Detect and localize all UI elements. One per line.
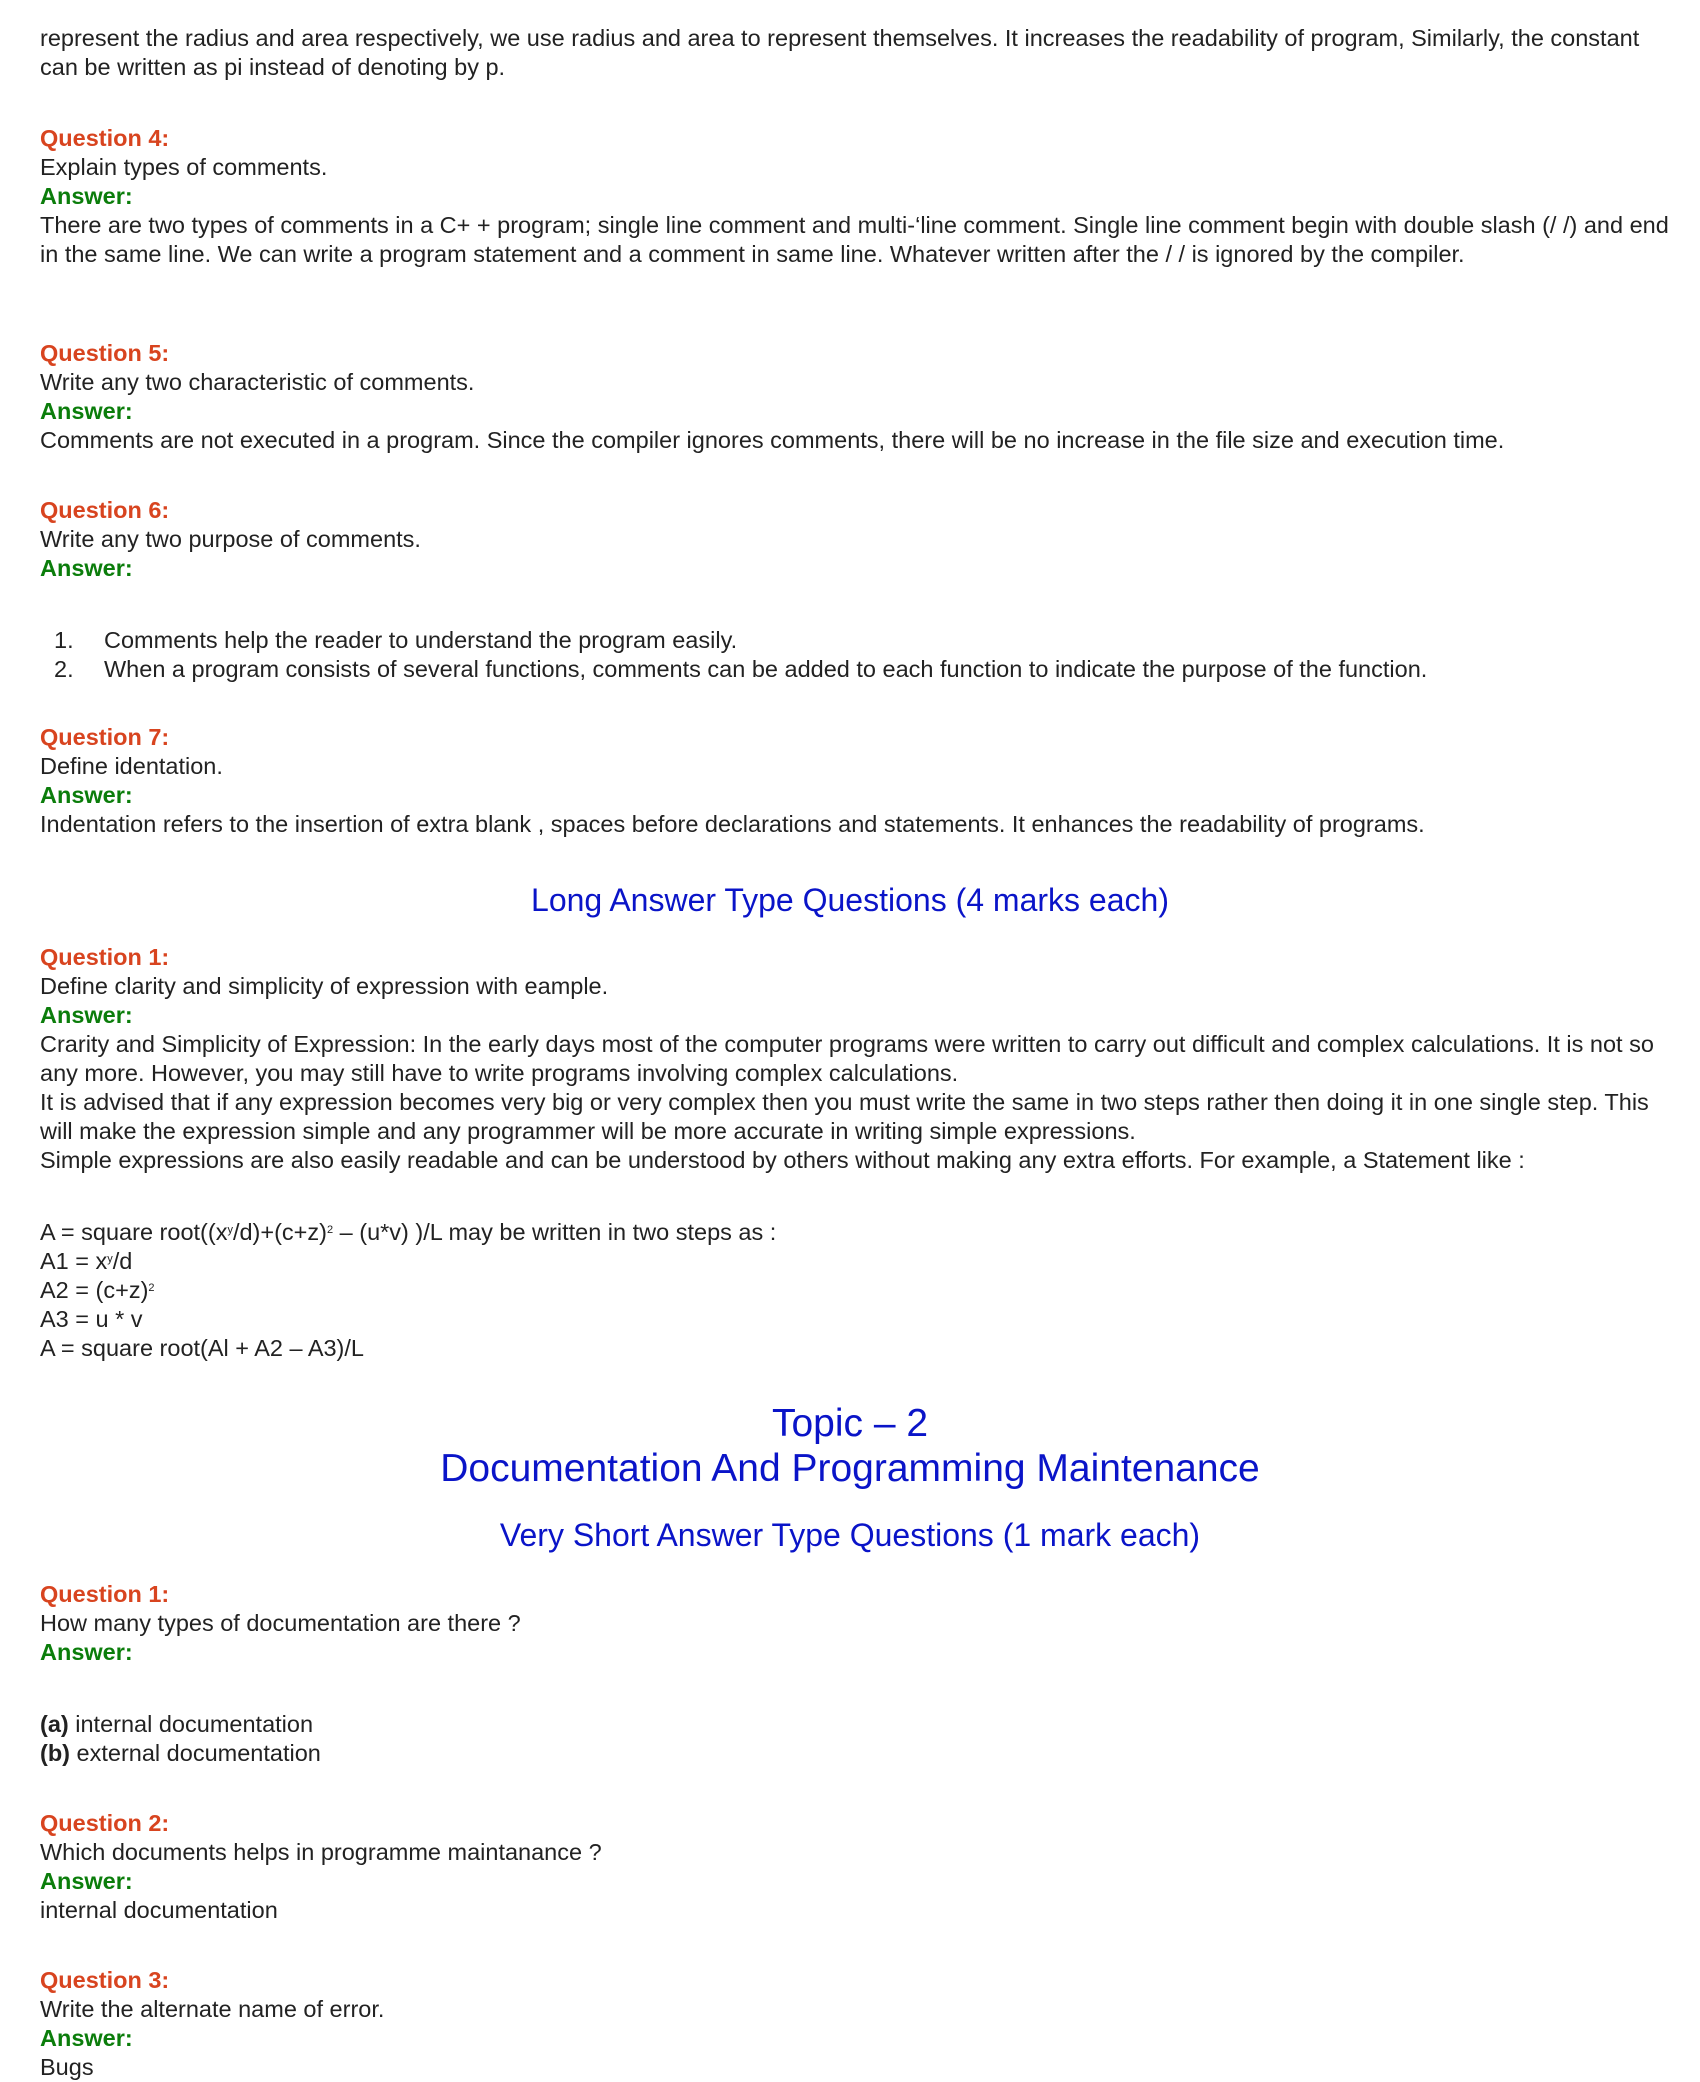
question-block (40, 1809, 1670, 1925)
formula-part: A2 = (c+z) (40, 1277, 149, 1303)
section-heading-long-answer: Long Answer Type Questions (4 marks each) (531, 882, 1169, 918)
answer-label: Answer: (40, 555, 133, 581)
question-label: Question 2: (40, 1810, 170, 1836)
answer-text: Bugs (40, 2054, 94, 2080)
answer-label: Answer: (40, 1002, 133, 1028)
superscript: 2 (148, 1282, 155, 1294)
answer-label: Answer: (40, 1868, 133, 1894)
question-block (40, 943, 1670, 1175)
question-block (40, 1966, 1670, 2082)
item-text: external documentation (70, 1740, 321, 1766)
item-marker: (a) (40, 1711, 69, 1737)
item-marker: (b) (40, 1740, 71, 1766)
answer-paragraph: It is advised that if any expression becomes very big or very complex then you must write the same in two steps rather then doing it in one single step. This will make the expression simple and any programmer will be more accurate in writing simple expressions. (40, 1089, 1649, 1144)
list-item (40, 655, 1670, 684)
formula-line (40, 1218, 1670, 1247)
superscript: y (107, 1253, 113, 1265)
question-label: Question 4: (40, 125, 170, 151)
formula-part: /d (112, 1248, 133, 1274)
superscript: y (227, 1224, 233, 1236)
formula-part: – (u*v) )/L may be written in two steps as : (333, 1219, 777, 1245)
question-text: How many types of documentation are there ? (40, 1610, 521, 1636)
answer-list (40, 626, 1670, 684)
answer-text: internal documentation (40, 1897, 278, 1923)
question-text: Define clarity and simplicity of expression with eample. (40, 973, 609, 999)
formula-line: A = square root(Al + A2 – A3)/L (40, 1335, 364, 1361)
formula-part: A1 = x (40, 1248, 108, 1274)
question-label: Question 1: (40, 944, 170, 970)
question-block (40, 124, 1670, 269)
question-label: Question 5: (40, 340, 170, 366)
question-block (40, 496, 1670, 583)
formula-part: /d)+(c+z) (232, 1219, 327, 1245)
question-text: Write any two characteristic of comments. (40, 369, 475, 395)
question-block (40, 339, 1670, 455)
question-label: Question 1: (40, 1581, 170, 1607)
topic-title: Topic – 2 (771, 1402, 929, 1445)
question-text: Explain types of comments. (40, 154, 328, 180)
formula-block (40, 1218, 1670, 1363)
answer-text: Indentation refers to the insertion of extra blank , spaces before declarations and statements. It enhances the readability of programs. (40, 811, 1425, 837)
question-text: Which documents helps in programme maintanance ? (40, 1839, 602, 1865)
formula-part: A = square root((x (40, 1219, 228, 1245)
formula-line: A3 = u * v (40, 1306, 143, 1332)
question-label: Question 3: (40, 1967, 170, 1993)
formula-line (40, 1276, 1670, 1305)
superscript: 2 (326, 1224, 334, 1236)
answer-label: Answer: (40, 782, 133, 808)
answer-label: Answer: (40, 2025, 133, 2051)
question-block (40, 1580, 1670, 1667)
formula-line (40, 1247, 1670, 1276)
answer-items (40, 1710, 1670, 1768)
answer-label: Answer: (40, 398, 133, 424)
question-text: Write the alternate name of error. (40, 1996, 385, 2022)
answer-item (40, 1739, 1670, 1768)
intro-paragraph: represent the radius and area respectively, we use radius and area to represent themselves. It increases the readability of program, Similarly, the constant can be written as pi instead of denoting by p. (40, 25, 1640, 80)
question-text: Define identation. (40, 753, 223, 779)
list-number: 2. (54, 656, 74, 682)
list-text: Comments help the reader to understand the program easily. (104, 627, 738, 653)
question-label: Question 7: (40, 724, 170, 750)
list-text: When a program consists of several functions, comments can be added to each function to indicate the purpose of the function. (104, 656, 1428, 682)
question-label: Question 6: (40, 497, 170, 523)
topic-subtitle: Documentation And Programming Maintenance (440, 1447, 1260, 1490)
list-number: 1. (54, 627, 74, 653)
answer-text: There are two types of comments in a C+ + program; single line comment and multi-‘line comment. Single line comment begin with double slash (/ /) and end in the same line. We can write a program statement and a comment in same line. Whatever written after the / / is ignored by the compiler. (40, 212, 1669, 267)
answer-paragraph: Simple expressions are also easily readable and can be understood by others without making any extra efforts. For example, a Statement like : (40, 1147, 1525, 1173)
item-text: internal documentation (68, 1711, 314, 1737)
question-text: Write any two purpose of comments. (40, 526, 421, 552)
answer-item (40, 1710, 1670, 1739)
answer-label: Answer: (40, 183, 133, 209)
answer-label: Answer: (40, 1639, 133, 1665)
list-item (40, 626, 1670, 655)
section-heading-very-short: Very Short Answer Type Questions (1 mark each) (499, 1517, 1201, 1553)
answer-text: Comments are not executed in a program. Since the compiler ignores comments, there will be no increase in the file size and execution time. (40, 427, 1505, 453)
answer-paragraph: Crarity and Simplicity of Expression: In the early days most of the computer programs were written to carry out difficult and complex calculations. It is not so any more. However, you may still have to write programs involving complex calculations. (40, 1031, 1654, 1086)
question-block (40, 723, 1670, 839)
